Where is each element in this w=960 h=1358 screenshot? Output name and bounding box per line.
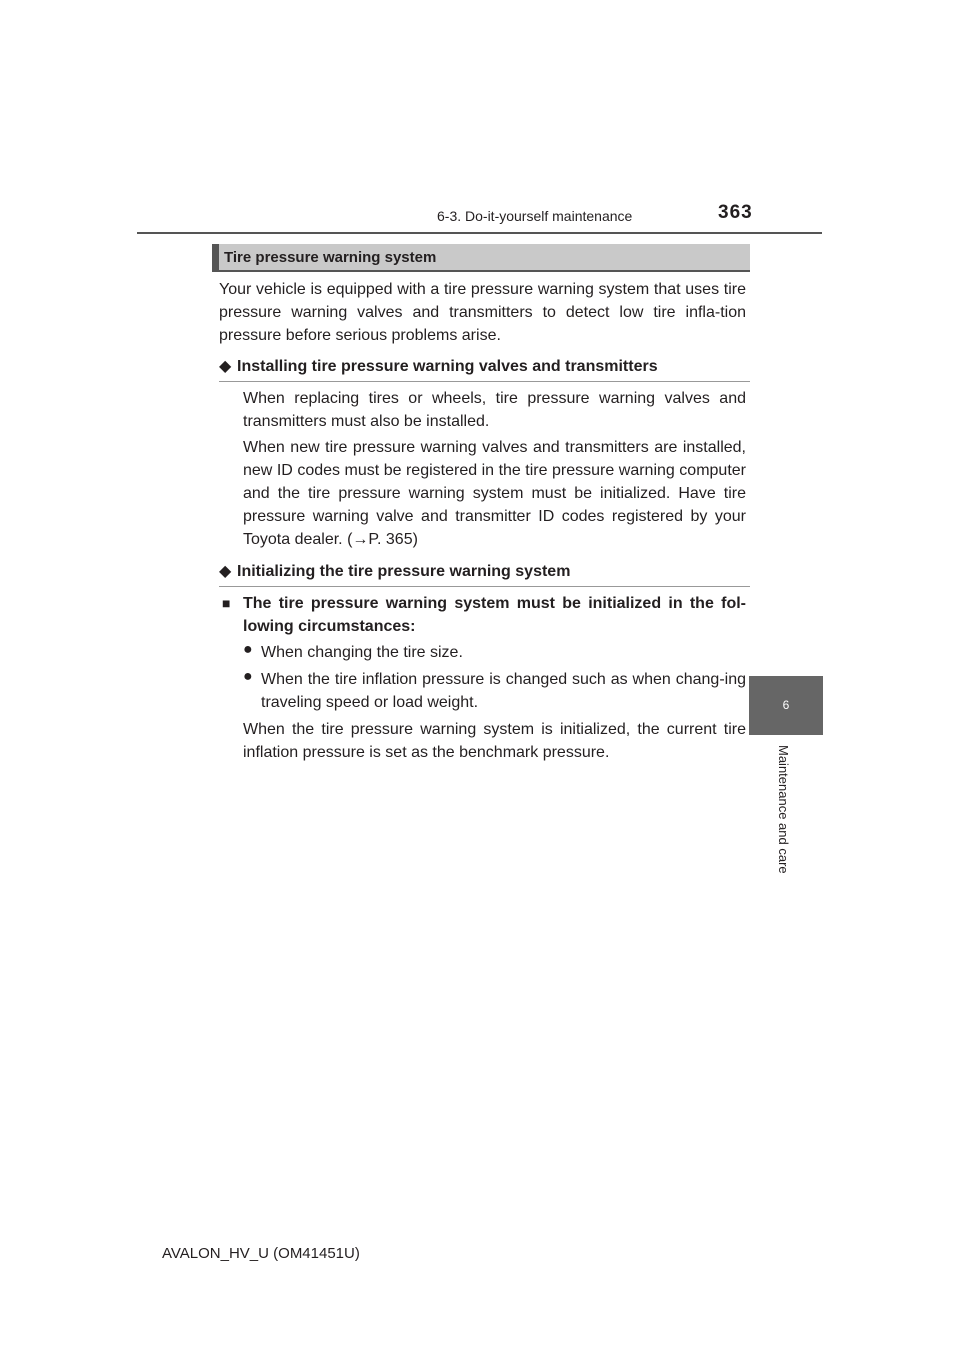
install-paragraph-1: When replacing tires or wheels, tire pressure warning valves and transmitters must also be installed. [243,390,746,430]
install-paragraph-2: When new tire pressure warning valves and transmitters are installed, new ID codes must be registered in the tire pressure warning computer and the tire pressure warning system must be initialized. Have tire pressure warning valve and transmitter ID codes registered by your Toyota dealer. (→P. 365) [243,439,746,548]
initialize-note: When the tire pressure warning system is initialized, the current tire inflation pressure is set as the benchmark pressure. [243,721,746,761]
page-number: 363 [718,202,753,223]
bullet-item: When changing the tire size. [261,644,463,661]
bullet-item: When the tire inflation pressure is changed such as when chang-ing traveling speed or load weight. [261,671,746,711]
round-bullet-icon: ● [243,641,253,658]
diamond-bullet-icon: ◆ [219,358,232,375]
circumstances-heading: The tire pressure warning system must be initialized in the fol-lowing circumstances: [243,595,746,635]
intro-paragraph: Your vehicle is equipped with a tire pressure warning system that uses tire pressure warning valves and transmitters to detect low tire infla-tion pressure before serious problems arise. [219,281,746,344]
square-bullet-icon: ■ [222,595,231,611]
running-header-section: 6-3. Do-it-yourself maintenance [437,208,633,224]
section-heading [212,244,750,272]
header-rule [137,232,822,234]
chapter-label: Maintenance and care [776,745,791,874]
footer-model-code: AVALON_HV_U (OM41451U) [162,1245,360,1262]
diamond-bullet-icon: ◆ [219,563,232,580]
section-heading-text: Tire pressure warning system [224,249,437,266]
section-heading-bar [212,244,219,272]
subheading-initialize-text: Initializing the tire pressure warning system [237,563,571,580]
subheading-initialize [219,561,750,587]
round-bullet-icon: ● [243,668,253,685]
subheading-install-text: Installing tire pressure warning valves and transmitters [237,358,658,375]
chapter-number: 6 [782,698,790,712]
subheading-install [219,356,750,382]
